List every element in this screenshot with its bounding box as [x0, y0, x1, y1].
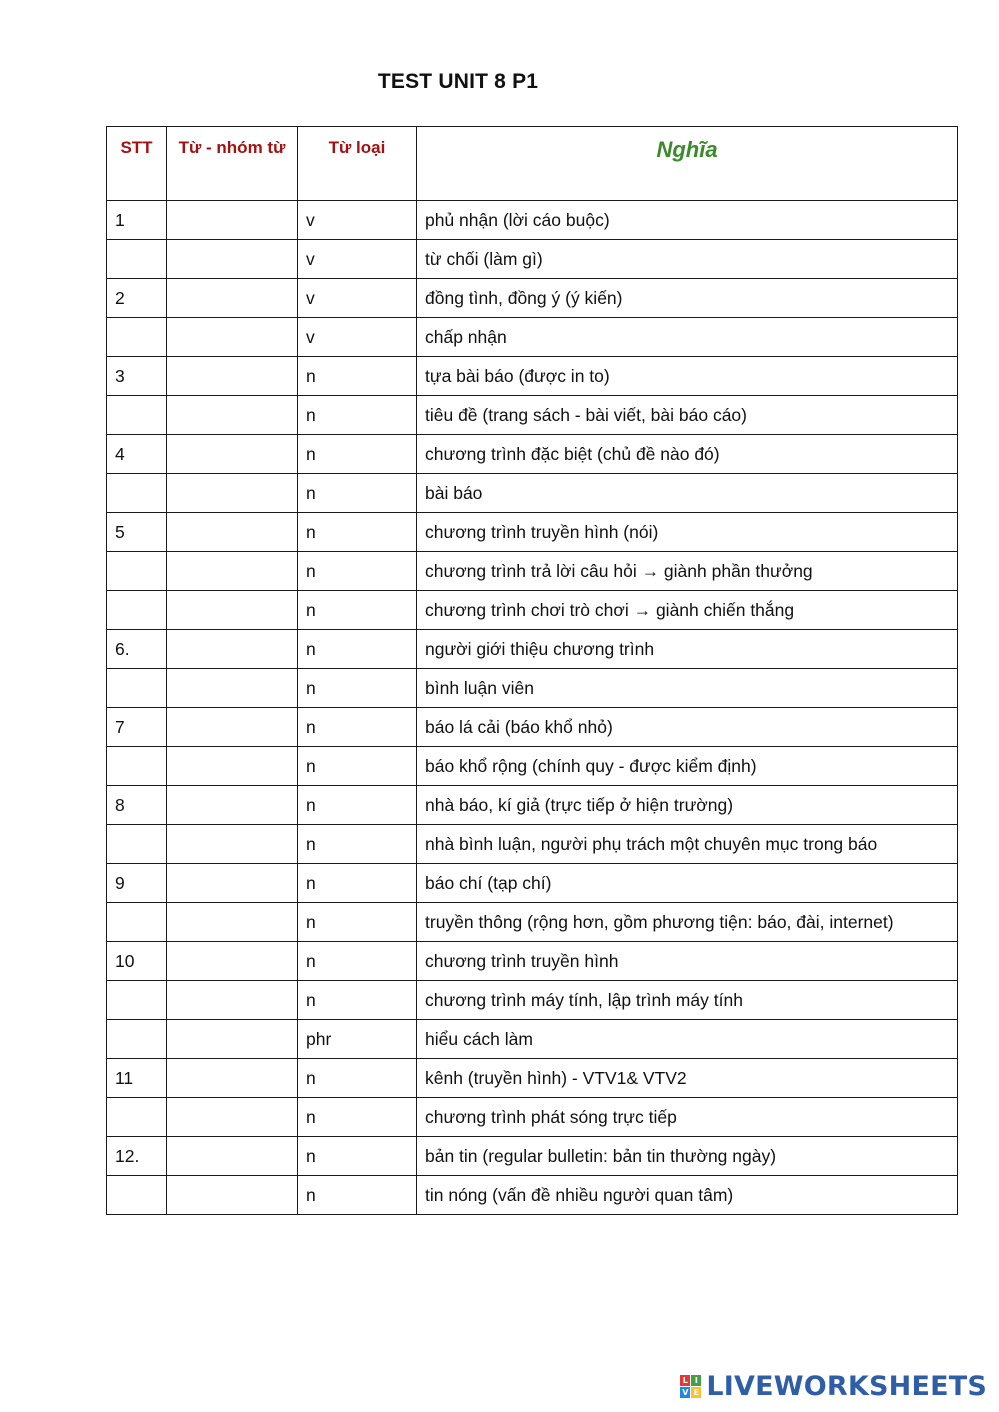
- word-input-cell[interactable]: [167, 357, 298, 396]
- cell-stt: [107, 318, 167, 357]
- table-row: [107, 747, 958, 786]
- cell-meaning: chương trình đặc biệt (chủ đề nào đó): [417, 435, 958, 474]
- table-row: [107, 630, 958, 669]
- cell-word-type: phr: [298, 1020, 417, 1059]
- word-input-cell[interactable]: [167, 786, 298, 825]
- cell-word-type: n: [298, 942, 417, 981]
- liveworksheets-logo-icon: [680, 1375, 701, 1398]
- word-input-cell[interactable]: [167, 825, 298, 864]
- word-input-cell[interactable]: [167, 942, 298, 981]
- cell-word-type: n: [298, 513, 417, 552]
- cell-word-type: v: [298, 279, 417, 318]
- cell-stt: [107, 1098, 167, 1137]
- cell-meaning: tin nóng (vấn đề nhiều người quan tâm): [417, 1176, 958, 1215]
- cell-stt: [107, 825, 167, 864]
- cell-word-type: n: [298, 396, 417, 435]
- liveworksheets-brand: [680, 1371, 987, 1402]
- logo-letter-tile: L: [680, 1375, 690, 1386]
- cell-stt: 9: [107, 864, 167, 903]
- cell-stt: [107, 591, 167, 630]
- table-row: [107, 591, 958, 630]
- cell-word-type: n: [298, 981, 417, 1020]
- cell-word-type: n: [298, 786, 417, 825]
- cell-meaning: tựa bài báo (được in to): [417, 357, 958, 396]
- cell-stt: 10: [107, 942, 167, 981]
- word-input-cell[interactable]: [167, 1137, 298, 1176]
- word-input-cell[interactable]: [167, 240, 298, 279]
- word-input-cell[interactable]: [167, 669, 298, 708]
- table-row: [107, 981, 958, 1020]
- header-word: Từ - nhóm từ: [167, 127, 298, 201]
- word-input-cell[interactable]: [167, 1059, 298, 1098]
- cell-meaning: đồng tình, đồng ý (ý kiến): [417, 279, 958, 318]
- table-row: [107, 201, 958, 240]
- word-input-cell[interactable]: [167, 474, 298, 513]
- cell-stt: 1: [107, 201, 167, 240]
- table-row: [107, 669, 958, 708]
- word-input-cell[interactable]: [167, 201, 298, 240]
- cell-word-type: n: [298, 1098, 417, 1137]
- cell-word-type: n: [298, 708, 417, 747]
- page-title: TEST UNIT 8 P1: [377, 70, 539, 93]
- table-row: [107, 708, 958, 747]
- word-input-cell[interactable]: [167, 1098, 298, 1137]
- brand-name: LIVEWORKSHEETS: [706, 1371, 987, 1402]
- cell-meaning: truyền thông (rộng hơn, gồm phương tiện: báo, đài, internet): [417, 903, 958, 942]
- cell-stt: [107, 981, 167, 1020]
- word-input-cell[interactable]: [167, 396, 298, 435]
- cell-word-type: n: [298, 474, 417, 513]
- table-row: [107, 1137, 958, 1176]
- table-row: [107, 240, 958, 279]
- word-input-cell[interactable]: [167, 435, 298, 474]
- cell-stt: 7: [107, 708, 167, 747]
- cell-meaning: hiểu cách làm: [417, 1020, 958, 1059]
- word-input-cell[interactable]: [167, 747, 298, 786]
- cell-meaning: chương trình phát sóng trực tiếp: [417, 1098, 958, 1137]
- cell-word-type: v: [298, 201, 417, 240]
- cell-word-type: n: [298, 825, 417, 864]
- cell-stt: 6.: [107, 630, 167, 669]
- word-input-cell[interactable]: [167, 630, 298, 669]
- logo-letter-tile: E: [691, 1387, 701, 1398]
- table-row: [107, 474, 958, 513]
- vocabulary-table: [106, 126, 958, 1215]
- cell-stt: 12.: [107, 1137, 167, 1176]
- cell-word-type: n: [298, 1137, 417, 1176]
- table-row: [107, 1059, 958, 1098]
- cell-word-type: n: [298, 1059, 417, 1098]
- cell-stt: [107, 240, 167, 279]
- cell-stt: [107, 669, 167, 708]
- word-input-cell[interactable]: [167, 513, 298, 552]
- cell-meaning: chương trình truyền hình: [417, 942, 958, 981]
- word-input-cell[interactable]: [167, 552, 298, 591]
- cell-meaning: bài báo: [417, 474, 958, 513]
- cell-word-type: n: [298, 1176, 417, 1215]
- cell-stt: 4: [107, 435, 167, 474]
- cell-meaning: nhà báo, kí giả (trực tiếp ở hiện trường): [417, 786, 958, 825]
- table-header-row: [107, 127, 958, 201]
- table-row: [107, 1020, 958, 1059]
- cell-word-type: v: [298, 240, 417, 279]
- cell-stt: [107, 474, 167, 513]
- cell-stt: [107, 396, 167, 435]
- table-row: [107, 513, 958, 552]
- header-meaning: Nghĩa: [417, 127, 958, 201]
- table-row: [107, 942, 958, 981]
- word-input-cell[interactable]: [167, 903, 298, 942]
- cell-meaning: báo khổ rộng (chính quy - được kiểm định): [417, 747, 958, 786]
- cell-stt: [107, 747, 167, 786]
- table-row: [107, 279, 958, 318]
- header-stt: STT: [107, 127, 167, 201]
- cell-word-type: n: [298, 630, 417, 669]
- table-row: [107, 1098, 958, 1137]
- cell-meaning: chương trình máy tính, lập trình máy tính: [417, 981, 958, 1020]
- cell-word-type: n: [298, 591, 417, 630]
- cell-meaning: báo lá cải (báo khổ nhỏ): [417, 708, 958, 747]
- cell-meaning: từ chối (làm gì): [417, 240, 958, 279]
- cell-stt: 11: [107, 1059, 167, 1098]
- word-input-cell[interactable]: [167, 279, 298, 318]
- word-input-cell[interactable]: [167, 1176, 298, 1215]
- cell-meaning: nhà bình luận, người phụ trách một chuyên mục trong báo: [417, 825, 958, 864]
- cell-stt: 5: [107, 513, 167, 552]
- cell-meaning: chấp nhận: [417, 318, 958, 357]
- table-row: [107, 825, 958, 864]
- logo-letter-tile: V: [682, 1388, 689, 1397]
- cell-meaning: phủ nhận (lời cáo buộc): [417, 201, 958, 240]
- cell-stt: [107, 903, 167, 942]
- cell-meaning: kênh (truyền hình) - VTV1& VTV2: [417, 1059, 958, 1098]
- cell-stt: [107, 552, 167, 591]
- word-input-cell[interactable]: [167, 318, 298, 357]
- word-input-cell[interactable]: [167, 591, 298, 630]
- cell-meaning: bình luận viên: [417, 669, 958, 708]
- cell-word-type: n: [298, 864, 417, 903]
- cell-stt: 8: [107, 786, 167, 825]
- cell-word-type: n: [298, 357, 417, 396]
- cell-word-type: n: [298, 903, 417, 942]
- table-row: [107, 552, 958, 591]
- logo-letter-tile: I: [691, 1375, 701, 1386]
- cell-meaning: chương trình trả lời câu hỏi → giành phần thưởng: [417, 552, 958, 591]
- cell-word-type: n: [298, 747, 417, 786]
- word-input-cell[interactable]: [167, 981, 298, 1020]
- table-row: [107, 318, 958, 357]
- table-row: [107, 903, 958, 942]
- cell-stt: 2: [107, 279, 167, 318]
- cell-stt: [107, 1176, 167, 1215]
- word-input-cell[interactable]: [167, 708, 298, 747]
- cell-stt: 3: [107, 357, 167, 396]
- word-input-cell[interactable]: [167, 864, 298, 903]
- cell-word-type: n: [298, 552, 417, 591]
- cell-meaning: người giới thiệu chương trình: [417, 630, 958, 669]
- table-row: [107, 396, 958, 435]
- cell-meaning: tiêu đề (trang sách - bài viết, bài báo cáo): [417, 396, 958, 435]
- header-type: Từ loại: [298, 127, 417, 201]
- cell-meaning: chương trình chơi trò chơi → giành chiến thắng: [417, 591, 958, 630]
- table-row: [107, 357, 958, 396]
- word-input-cell[interactable]: [167, 1020, 298, 1059]
- cell-meaning: chương trình truyền hình (nói): [417, 513, 958, 552]
- cell-word-type: n: [298, 435, 417, 474]
- cell-word-type: n: [298, 669, 417, 708]
- table-row: [107, 435, 958, 474]
- cell-stt: [107, 1020, 167, 1059]
- table-row: [107, 864, 958, 903]
- cell-meaning: báo chí (tạp chí): [417, 864, 958, 903]
- cell-word-type: v: [298, 318, 417, 357]
- table-row: [107, 786, 958, 825]
- cell-meaning: bản tin (regular bulletin: bản tin thường ngày): [417, 1137, 958, 1176]
- table-row: [107, 1176, 958, 1215]
